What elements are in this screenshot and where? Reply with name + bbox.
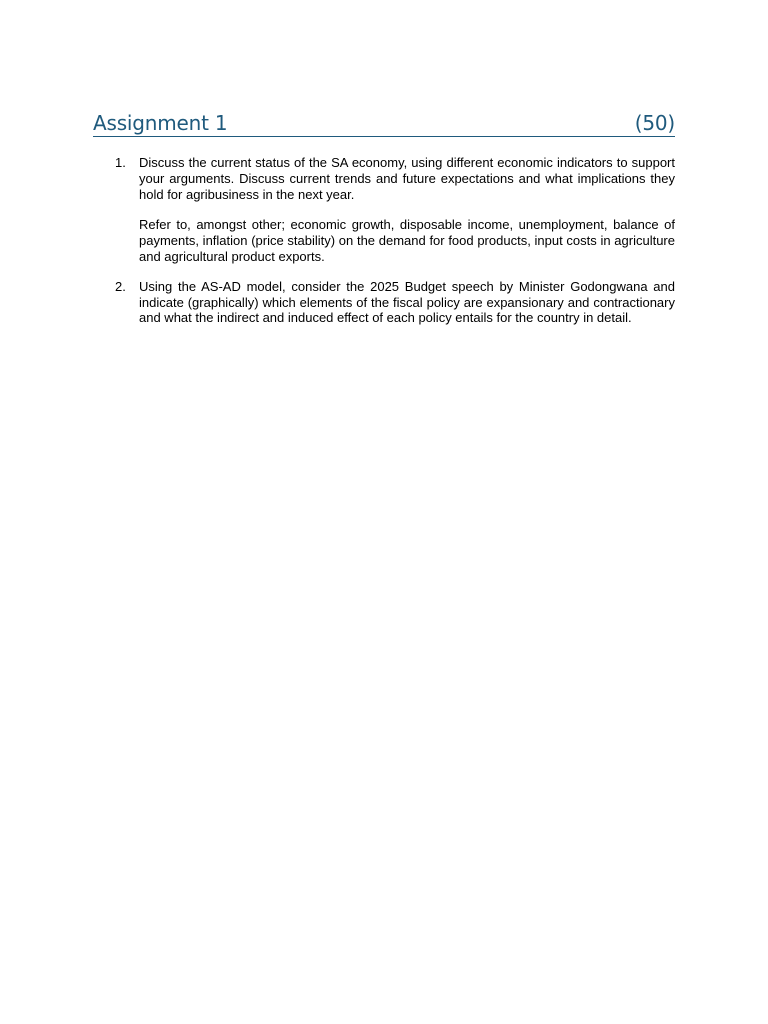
assignment-marks: (50): [634, 111, 675, 135]
assignment-heading: [93, 110, 675, 137]
question-item: [93, 155, 675, 265]
document-page: [93, 110, 675, 340]
assignment-title: Assignment 1: [93, 111, 228, 135]
question-list: [93, 155, 675, 326]
question-number: 2.: [115, 278, 126, 294]
question-paragraph: Refer to, amongst other; economic growth, disposable income, unemployment, balance of payments, inflation (price stability) on the demand for food products, input costs in agriculture and agricultural product exports.: [139, 217, 675, 264]
question-number: 1.: [115, 155, 126, 170]
question-item: [93, 279, 675, 326]
question-paragraph: Using the AS-AD model, consider the 2025 Budget speech by Minister Godongwana and indicate (graphically) which elements of the fiscal policy are expansionary and contractionary and what the indirect and induced effect of each policy entails for the country in detail.: [139, 278, 675, 326]
question-paragraph: Discuss the current status of the SA economy, using different economic indicators to support your arguments. Discuss current trends and future expectations and what implications they hold for agribusiness in the next year.: [139, 155, 675, 202]
